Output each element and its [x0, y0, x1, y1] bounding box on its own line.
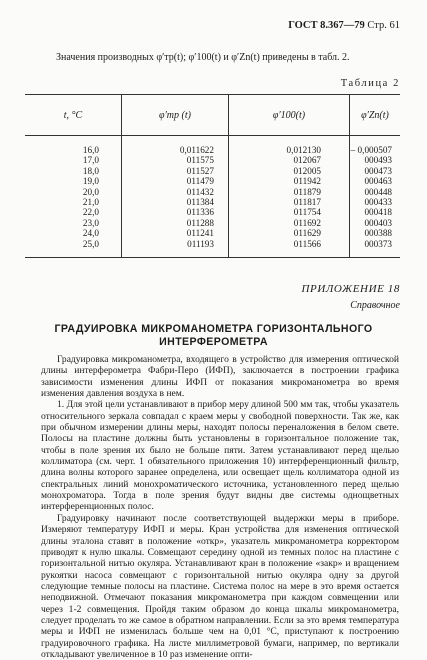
table-row	[25, 136, 400, 156]
cell-phi-tr: 011432	[122, 187, 229, 197]
table-header-row	[25, 95, 400, 136]
cell-phi-tr: 011575	[122, 155, 229, 165]
cell-phi-100: 011879	[229, 187, 350, 197]
cell-phi-tr: 011288	[122, 218, 229, 228]
table-row	[25, 207, 400, 217]
cell-phi-100: 011754	[229, 207, 350, 217]
cell-phi-100: 0,012130	[229, 136, 350, 156]
cell-phi-zn: 000403	[364, 217, 392, 228]
col-header-phi-zn: φ′Zn(t)	[350, 95, 401, 136]
cell-phi-zn: – 0,000507	[350, 145, 392, 155]
cell-phi-zn: 000373	[350, 239, 401, 258]
table-row	[25, 239, 400, 258]
paragraph-calibration: Градуировку начинают после соответствующей выдержки меры в приборе. Измеряют температуру ИФП и меры. Кран устройства для изменения оптической длины эталона ставят в положение «откр», указатель микроманометра корректором приводят к нулю шкалы. Совмещают середину одной из темных полос на пластине с горизонтальной нитью окуляра. Устанавливают кран в положение «закр» и вращением рукоятки насоса совмещают с горизонтальной нитью окуляра одну за другой следующие темные полосы на пластине. Система полос на мере в это время остается неподвижной. Отмечают показания микроманометра при каждом совмещении или через 1-2 совмещения. Пройдя таким образом до конца шкалы микроманометра, следует проделать то же самое в обратном направлении. Если за это время температура меры и ИФП не изменилась больше чем на 0,01 °С, приступают к построению градуировочного графика. На листе миллиметровой бумаги, например, по вертикали откладывают увеличенное в 10 раз изменение опти-	[41, 512, 399, 660]
derivatives-table	[25, 94, 400, 258]
col-header-phi-100: φ′100(t)	[229, 95, 350, 136]
section-title	[0, 323, 427, 349]
cell-phi-100: 011942	[229, 176, 350, 186]
cell-temperature: 22,0	[25, 207, 122, 217]
cell-phi-100: 011817	[229, 197, 350, 207]
standard-number: ГОСТ 8.367—79	[288, 20, 365, 31]
cell-phi-tr: 011527	[122, 166, 229, 176]
table-row	[25, 228, 400, 238]
cell-phi-zn: 000463	[364, 176, 392, 187]
cell-phi-zn: 000418	[364, 207, 392, 218]
cell-phi-100: 011692	[229, 218, 350, 228]
cell-phi-100: 012005	[229, 166, 350, 176]
table-row	[25, 218, 400, 228]
cell-phi-zn: 000433	[364, 197, 392, 208]
page-header	[288, 20, 400, 31]
cell-temperature: 25,0	[25, 239, 122, 258]
appendix-label: ПРИЛОЖЕНИЕ 18	[301, 283, 400, 295]
section-title-line-1: ГРАДУИРОВКА МИКРОМАНОМЕТРА ГОРИЗОНТАЛЬНОГО	[54, 323, 373, 335]
section-title-line-2: ИНТЕРФЕРОМЕТРА	[159, 336, 268, 348]
table-row	[25, 166, 400, 176]
cell-phi-tr: 011384	[122, 197, 229, 207]
cell-temperature: 21,0	[25, 197, 122, 207]
cell-temperature: 20,0	[25, 187, 122, 197]
paragraph-intro: Градуировка микроманометра, входящего в устройство для измерения оптической длины интерферометра Фабри-Перо (ИФП), заключается в построении графика зависимости изменения длины ИФП от показания микроманометра во время изменения давления воздуха в нем.	[41, 354, 399, 400]
cell-temperature: 18,0	[25, 166, 122, 176]
cell-temperature: 19,0	[25, 176, 122, 186]
cell-phi-100: 012067	[229, 155, 350, 165]
cell-phi-tr: 011193	[122, 239, 229, 258]
cell-temperature: 23,0	[25, 218, 122, 228]
table-row	[25, 197, 400, 207]
cell-phi-100: 011629	[229, 228, 350, 238]
cell-phi-zn: 000448	[364, 186, 392, 197]
paragraph-step-1: 1. Для этой цели устанавливают в прибор меру длиной 500 мм так, чтобы указатель относительного зеркала совпадал с краем меры у свободной поверхности. Так же, как при обычном измерении длины меры, находят полосы переналожения в белом свете. Полосы на пластине должны быть установлены в горизонтальное положение так, чтобы в поле зрения их было не больше пяти. Затем устанавливают перед щелью коллиматора (см. черт. 1 обязательного приложения 10) интерференционный фильтр, длина волны которого заранее определена, или освещает щель коллиматора одной из спектральных линий монохроматического источника, установленного перед щелью монохроматора. Тогда в поле зрения будут видны две системы однощветных интерференционных полос.	[41, 399, 399, 513]
cell-phi-tr: 011479	[122, 176, 229, 186]
cell-phi-zn: 000473	[364, 165, 392, 176]
table-row	[25, 187, 400, 197]
body-text	[41, 354, 399, 660]
cell-phi-zn: 000388	[364, 228, 392, 239]
cell-phi-tr: 011336	[122, 207, 229, 217]
cell-temperature: 17,0	[25, 155, 122, 165]
cell-temperature: 16,0	[25, 136, 122, 156]
page-number: Стр. 61	[367, 20, 400, 31]
intro-text: Значения производных φ′тр(t); φ′100(t) и φ′Zn(t) приведены в табл. 2.	[56, 52, 350, 63]
table-row	[25, 176, 400, 186]
table-caption: Таблица 2	[340, 78, 400, 89]
cell-temperature: 24,0	[25, 228, 122, 238]
cell-phi-tr: 0,011622	[122, 136, 229, 156]
col-header-temperature: t, °C	[25, 95, 122, 136]
table-row	[25, 155, 400, 165]
col-header-phi-tr: φ′тр (t)	[122, 95, 229, 136]
cell-phi-tr: 011241	[122, 228, 229, 238]
cell-phi-100: 011566	[229, 239, 350, 258]
appendix-sublabel: Справочное	[350, 300, 400, 311]
cell-phi-zn: 000493	[364, 155, 392, 166]
